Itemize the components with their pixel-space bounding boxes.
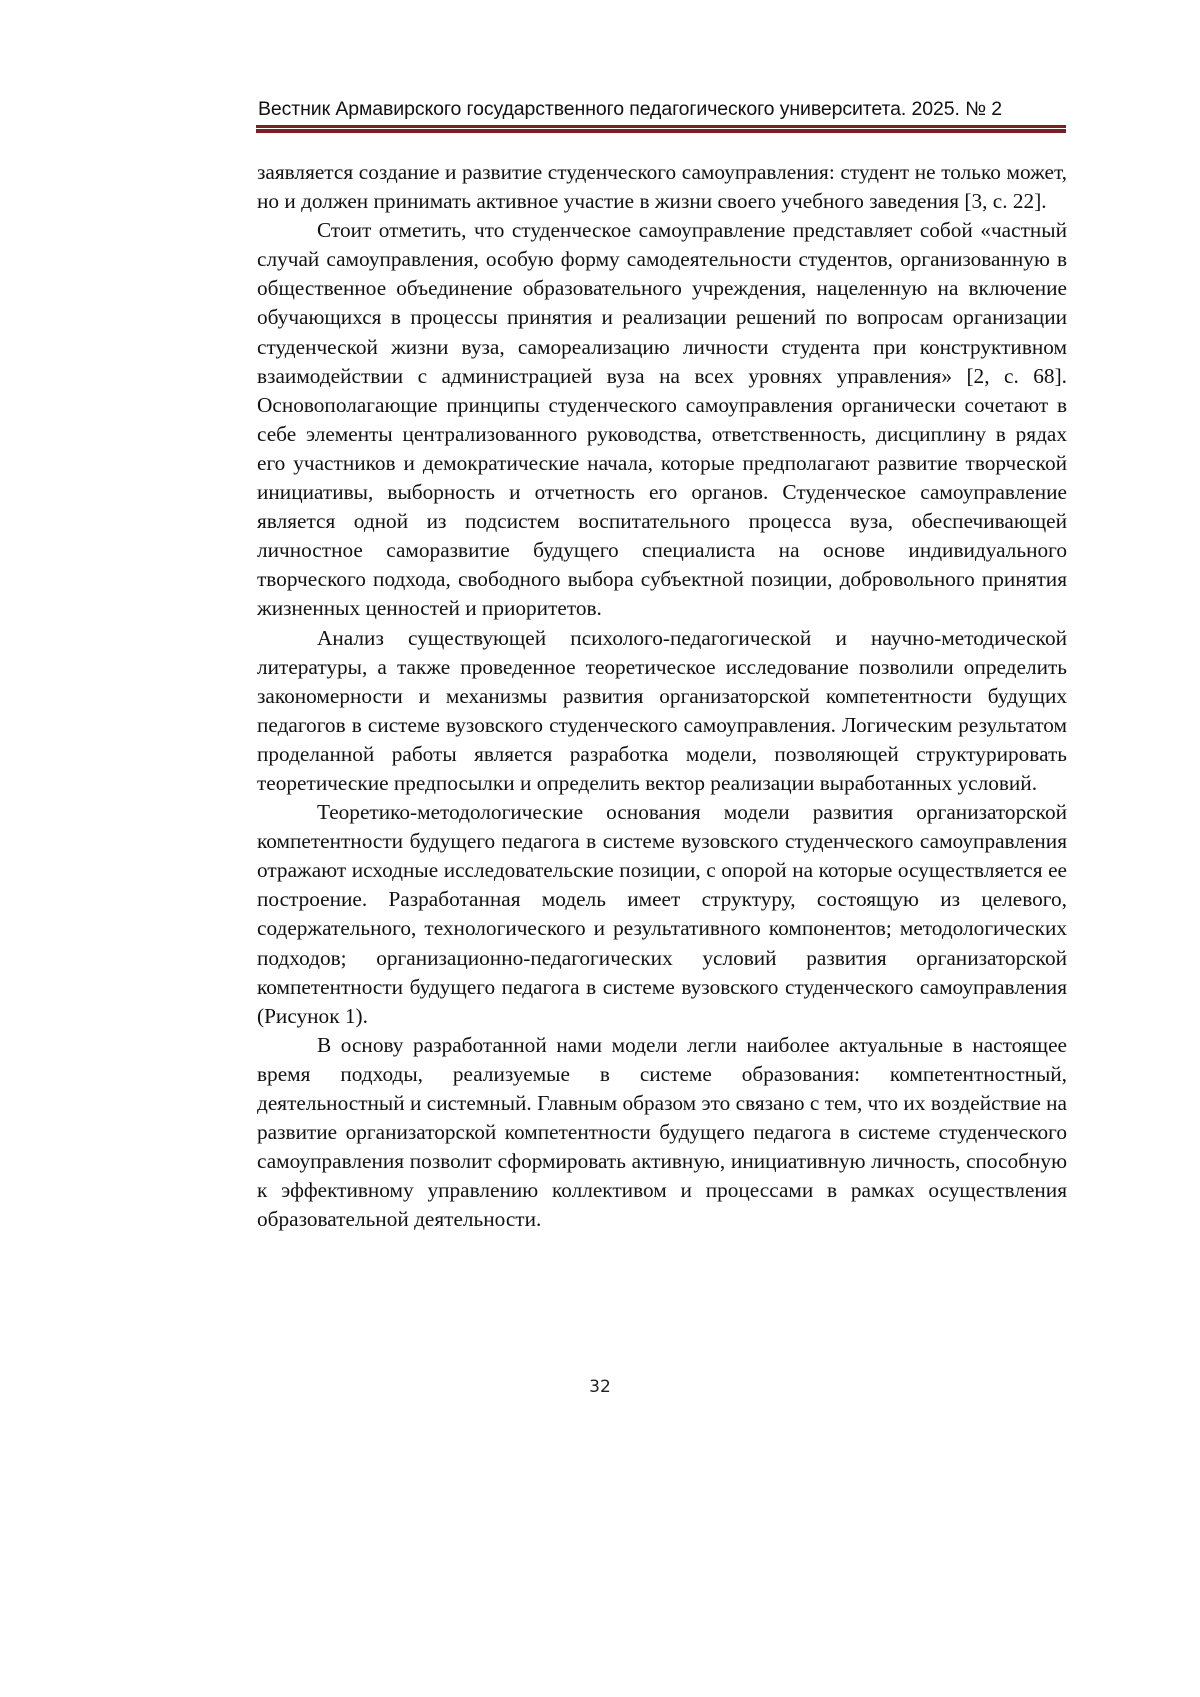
page-number: 32 [0,1377,1200,1397]
journal-header: Вестник Армавирского государственного педагогического университета. 2025. № 2 [258,98,1068,121]
paragraph-self-government-definition: Стоит отметить, что студенческое самоуправление представляет собой «частный случай самоуправления, особую форму самодеятельности студентов, организованную в общественное объединение образовательного учреждения, нацеленную на включение обучающихся в процессы принятия и реализации решений по вопросам организации студенческой жизни вуза, самореализацию личности студента при конструктивном взаимодействии с администрацией вуза на всех уровнях управления» [2, с. 68]. Основополагающие принципы студенческого самоуправления органически сочетают в себе элементы централизованного руководства, ответственность, дисциплину в рядах его участников и демократические начала, которые предполагают развитие творческой инициативы, выборность и отчетность его органов. Студенческое самоуправление является одной из подсистем воспитательного процесса вуза, обеспечивающей личностное саморазвитие будущего специалиста на основе индивидуального творческого подхода, свободного выбора субъектной позиции, добровольного принятия жизненных ценностей и приоритетов. [257,216,1067,623]
article-body [257,158,1067,1234]
header-divider [256,125,1066,133]
paragraph-model-foundations: Теоретико-методологические основания модели развития организаторской компетентности будущего педагога в системе вузовского студенческого самоуправления отражают исходные исследовательские позиции, с опорой на которые осуществляется ее построение. Разработанная модель имеет структуру, состоящую из целевого, содержательного, технологического и результативного компонентов; методологических подходов; организационно-педагогических условий развития организаторской компетентности будущего педагога в системе вузовского студенческого самоуправления (Рисунок 1). [257,798,1067,1031]
header-divider-thin [256,125,1066,128]
paragraph-continuation: заявляется создание и развитие студенческого самоуправления: студент не только может, но и должен принимать активное участие в жизни своего учебного заведения [3, с. 22]. [257,158,1067,216]
paragraph-literature-analysis: Анализ существующей психолого-педагогической и научно-методической литературы, а также проведенное теоретическое исследование позволили определить закономерности и механизмы развития организаторской компетентности будущих педагогов в системе вузовского студенческого самоуправления. Логическим результатом проделанной работы является разработка модели, позволяющей структурировать теоретические предпосылки и определить вектор реализации выработанных условий. [257,624,1067,799]
header-divider-thick [256,129,1066,133]
paragraph-model-approaches: В основу разработанной нами модели легли наиболее актуальные в настоящее время подходы, реализуемые в системе образования: компетентностный, деятельностный и системный. Главным образом это связано с тем, что их воздействие на развитие организаторской компетентности будущего педагога в системе студенческого самоуправления позволит сформировать активную, инициативную личность, способную к эффективному управлению коллективом и процессами в рамках осуществления образовательной деятельности. [257,1031,1067,1235]
